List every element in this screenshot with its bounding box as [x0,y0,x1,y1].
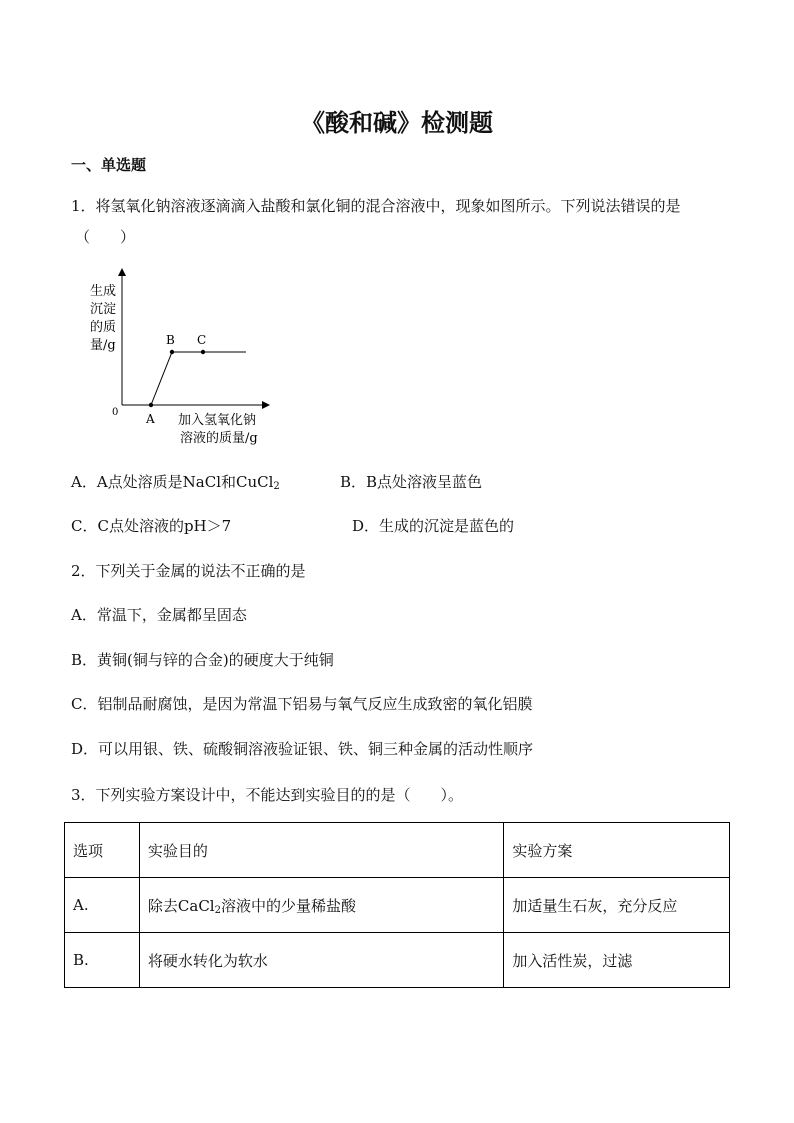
q1-option-d[interactable]: D．生成的沉淀是蓝色的 [352,517,515,535]
q1-option-a[interactable] [71,471,280,492]
point-b-label: B [166,333,175,347]
y-label-line1: 生成 [90,284,117,299]
y-label-line4: 量/g [90,338,116,353]
q1-option-a-text: A．A点处溶质是NaCl和CuCl [71,473,274,491]
x-label-line1: 加入氢氧化钠 [178,413,257,428]
precipitate-curve [151,352,246,405]
row-a-purpose-post: 溶液中的少量稀盐酸 [220,896,356,915]
section-heading: 一、单选题 [71,156,147,174]
q2-option-c[interactable]: C．铝制品耐腐蚀，是因为常温下铝易与氧气反应生成致密的氧化铝膜 [71,695,533,713]
q1-option-b[interactable]: B．B点处溶液呈蓝色 [340,473,483,491]
origin-label: 0 [112,407,119,418]
y-label-line3: 的质 [90,320,117,335]
table-header-row [65,823,730,878]
row-b-plan: 加入活性炭，过滤 [504,933,730,988]
point-a-dot [149,403,153,407]
row-a-purpose-pre: 除去CaCl [147,896,215,915]
header-option: 选项 [65,823,140,878]
row-b-option: B. [65,933,140,988]
q1-option-a-subscript: 2 [273,481,280,492]
q1-option-c[interactable]: C．C点处溶液的pH＞7 [71,517,232,535]
x-label-line2: 溶液的质量/g [180,431,258,446]
header-purpose: 实验目的 [139,823,503,878]
q2-option-a[interactable]: A．常温下，金属都呈固态 [71,606,247,624]
q2-stem: 2．下列关于金属的说法不正确的是 [71,562,306,580]
q1-graph [80,260,280,450]
row-a-purpose [139,878,503,933]
table-row [65,933,730,988]
q3-stem: 3．下列实验方案设计中，不能达到实验目的的是（ ）。 [71,786,464,804]
table-row [65,878,730,933]
y-axis-arrow-icon [118,268,126,276]
q2-option-d[interactable]: D．可以用银、铁、硫酸铜溶液验证银、铁、铜三种金属的活动性顺序 [71,740,534,758]
row-b-purpose: 将硬水转化为软水 [139,933,503,988]
q1-stem-line1: 1．将氢氧化钠溶液逐滴滴入盐酸和氯化铜的混合溶液中，现象如图所示。下列说法错误的是 [71,197,681,215]
point-c-dot [201,350,205,354]
row-a-option: A. [65,878,140,933]
point-c-label: C [197,333,207,347]
page-title: 《酸和碱》检测题 [301,108,493,137]
x-axis-arrow-icon [262,401,270,409]
y-label-line2: 沉淀 [90,302,117,317]
q1-stem-line2: （ ） [75,228,136,246]
point-b-dot [170,350,174,354]
q2-option-b[interactable]: B．黄铜(铜与锌的合金)的硬度大于纯铜 [71,651,334,669]
q3-experiment-table [64,822,730,988]
row-a-plan: 加适量生石灰，充分反应 [504,878,730,933]
point-a-label: A [146,412,155,426]
header-plan: 实验方案 [504,823,730,878]
row-a-purpose-subscript: 2 [214,904,221,916]
